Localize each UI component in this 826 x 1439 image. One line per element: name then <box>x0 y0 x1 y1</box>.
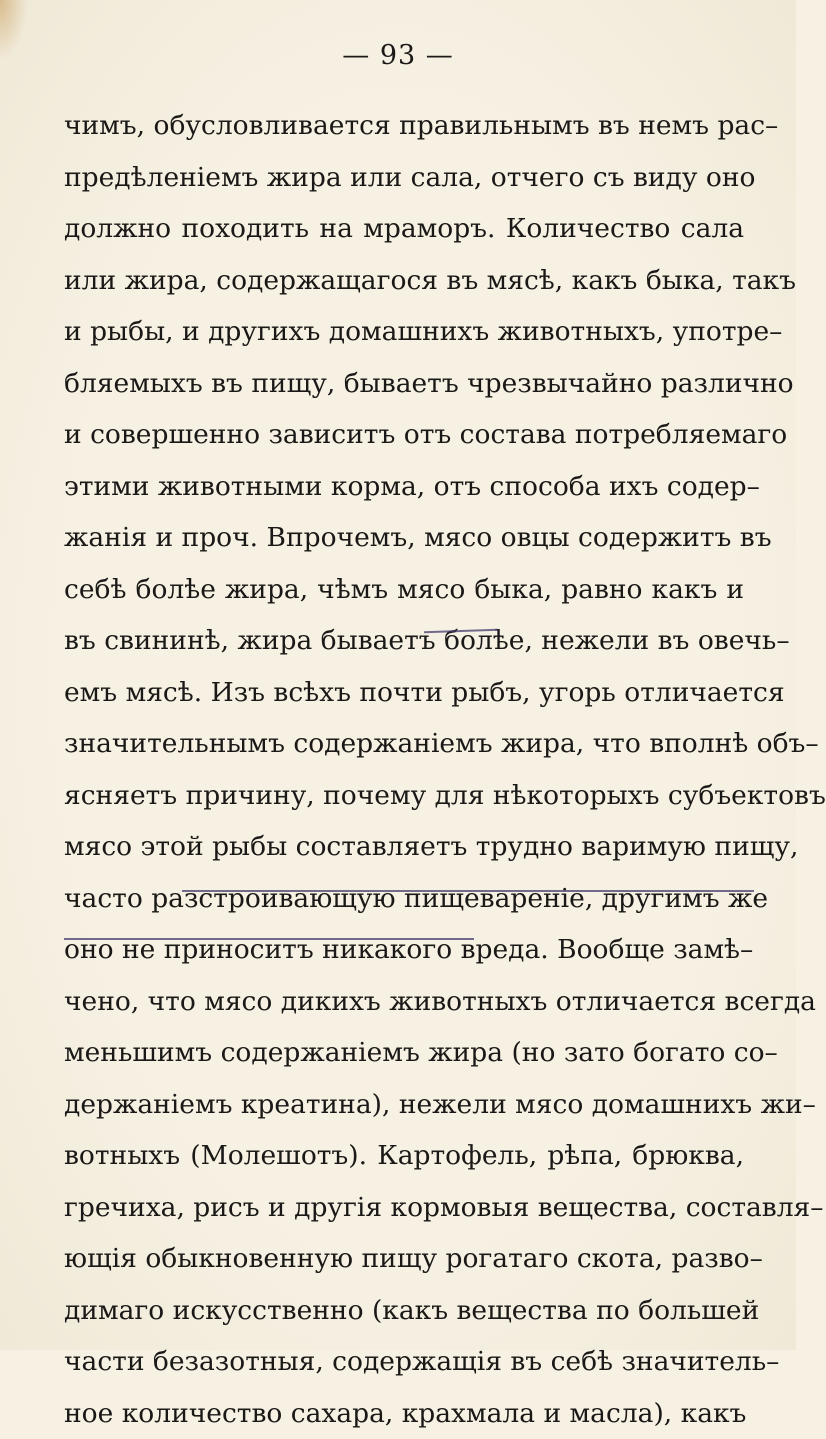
text-line: или жира, содержащагося въ мясѣ, какъ быка, такъ <box>64 255 744 307</box>
text-line: оно не приноситъ никакого вреда. Вообще замѣ– <box>64 924 744 976</box>
text-line: этими животными корма, отъ способа ихъ содер– <box>64 461 744 513</box>
text-line: жанія и проч. Впрочемъ, мясо овцы содержитъ въ <box>64 512 744 564</box>
text-line: мясо этой рыбы составляетъ трудно варимую пищу, <box>64 821 744 873</box>
text-line: гречиха, рисъ и другія кормовыя вещества, составля– <box>64 1182 744 1234</box>
text-line: должно походить на мраморъ. Количество сала <box>64 203 744 255</box>
text-line: предѣленіемъ жира или сала, отчего съ виду оно <box>64 152 744 204</box>
text-line: чено, что мясо дикихъ животныхъ отличается всегда <box>64 976 744 1028</box>
text-line: части безазотныя, содержащія въ себѣ значитель– <box>64 1336 744 1388</box>
text-line: и совершенно зависитъ отъ состава потребляемаго <box>64 409 744 461</box>
text-line: держаніемъ креатина), нежели мясо домашнихъ жи– <box>64 1079 744 1131</box>
text-line: и рыбы, и другихъ домашнихъ животныхъ, употре– <box>64 306 744 358</box>
text-line: вотныхъ (Молешотъ). Картофель, рѣпа, брюква, <box>64 1130 744 1182</box>
page-number: — 93 — <box>0 40 796 71</box>
text-line: меньшимъ содержаніемъ жира (но зато богато со– <box>64 1027 744 1079</box>
pencil-underline <box>182 890 754 892</box>
text-line: въ свининѣ, жира бываетъ болѣе, нежели въ овечь– <box>64 615 744 667</box>
text-line: ясняетъ причину, почему для нѣкоторыхъ субъектовъ <box>64 770 744 822</box>
text-line: себѣ болѣе жира, чѣмъ мясо быка, равно какъ и <box>64 564 744 616</box>
text-line: значительнымъ содержаніемъ жира, что вполнѣ объ– <box>64 718 744 770</box>
pencil-underline <box>64 938 474 940</box>
text-line: емъ мясѣ. Изъ всѣхъ почти рыбъ, угорь отличается <box>64 667 744 719</box>
text-line: ное количество сахара, крахмала и масла), какъ <box>64 1388 744 1439</box>
text-line: димаго искусственно (какъ вещества по большей <box>64 1285 744 1337</box>
text-line: чимъ, обусловливается правильнымъ въ немъ рас– <box>64 100 744 152</box>
text-line: бляемыхъ въ пищу, бываетъ чрезвычайно различно <box>64 358 744 410</box>
body-text <box>64 100 744 1439</box>
text-line: ющія обыкновенную пищу рогатаго скота, разво– <box>64 1233 744 1285</box>
text-line: часто разстроивающую пищевареніе, другимъ же <box>64 873 744 925</box>
